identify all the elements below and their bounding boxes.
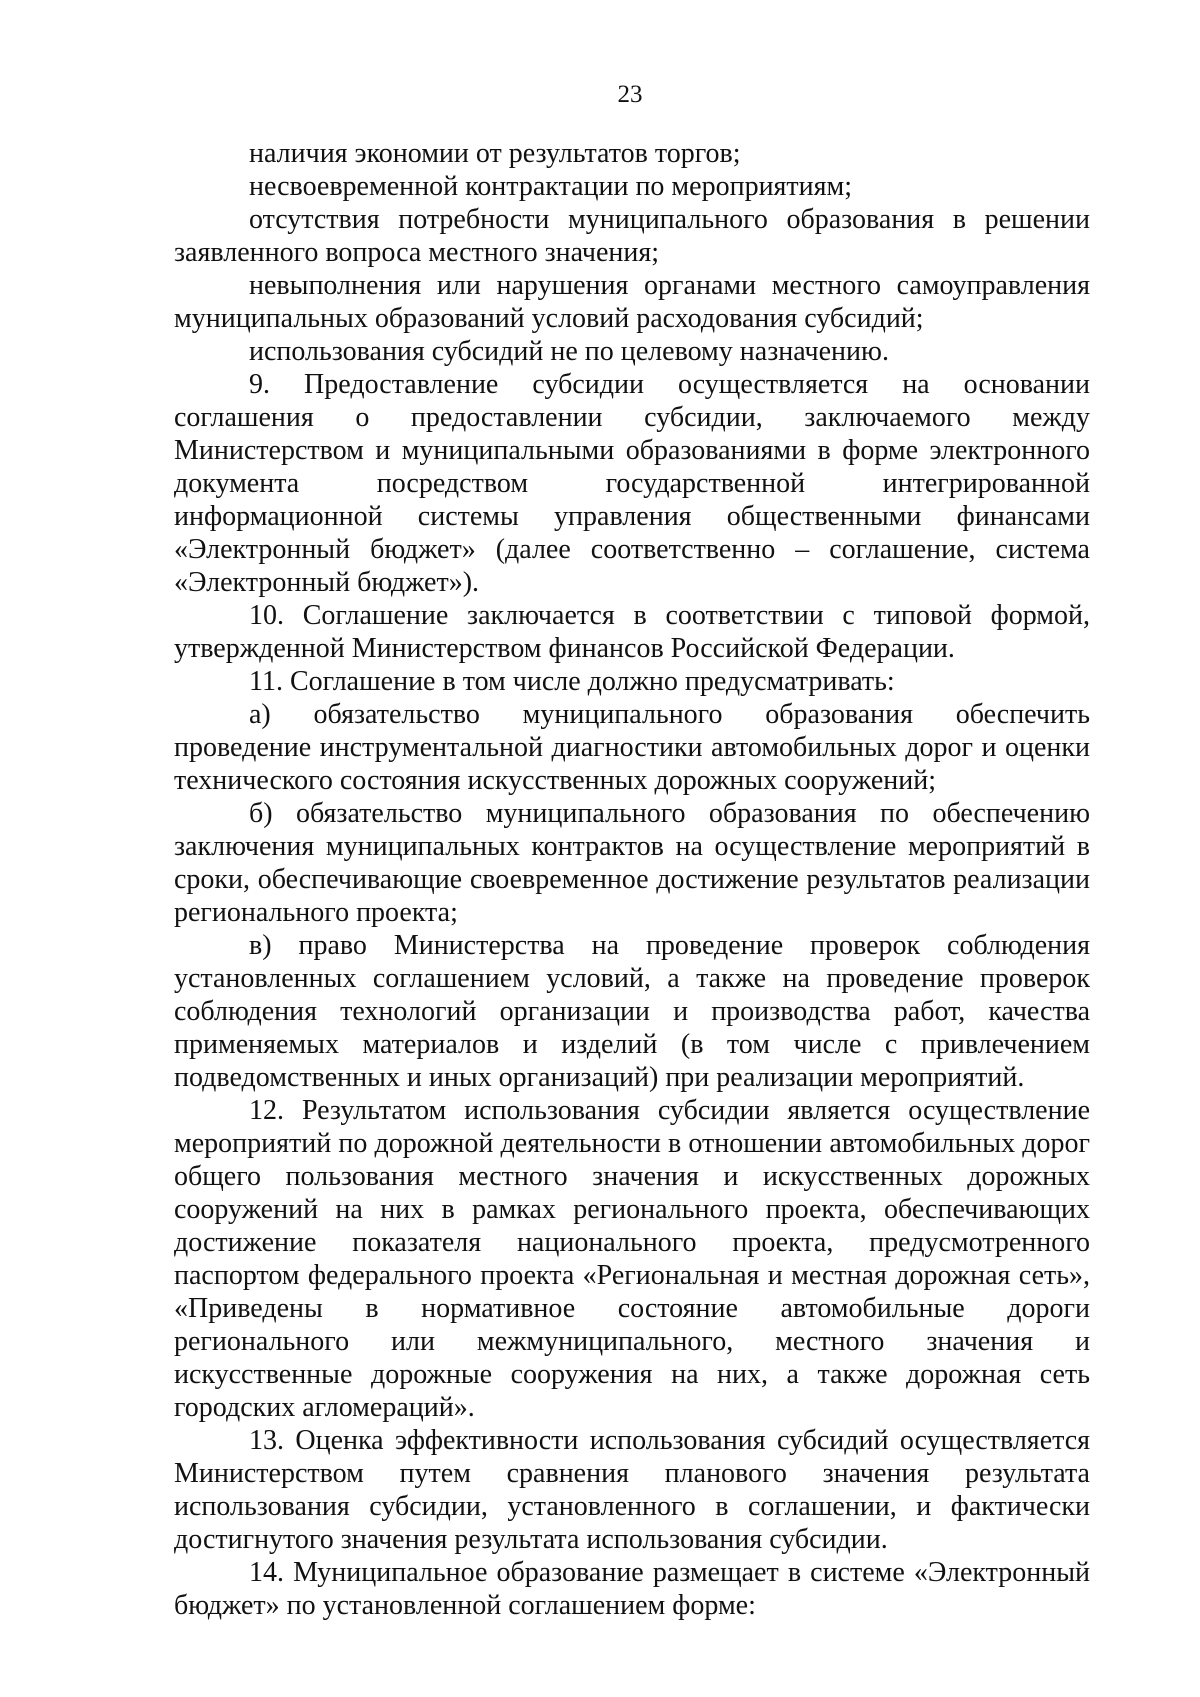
page-number: 23 [617, 81, 643, 108]
paragraph-item-11: 11. Соглашение в том числе должно предусматривать: [249, 666, 895, 697]
paragraph-item-14: 14. Муниципальное образование размещает в системе «Электронный бюджет» по установленной соглашением форме: [174, 1557, 1090, 1621]
paragraph-item-12: 12. Результатом использования субсидии является осуществление мероприятий по дорожной деятельности в отношении автомобильных дорог общего пользования местного значения и искусственных дорожных сооружений на них в рамках регионального проекта, обеспечивающих достижение показателя национального проекта, предусмотренного паспортом федерального проекта «Региональная и местная дорожная сеть», «Приведены в нормативное состояние автомобильные дороги регионального или межмуниципального, местного значения и искусственные дорожные сооружения на них, а также дорожная сеть городских агломераций». [174, 1095, 1090, 1423]
paragraph-item-13: 13. Оценка эффективности использования субсидий осуществляется Министерством путем сравнения планового значения результата использования субсидии, установленного в соглашении, и фактически достигнутого значения результата использования субсидии. [174, 1425, 1090, 1555]
paragraph-item-11b: б) обязательство муниципального образования по обеспечению заключения муниципальных контрактов на осуществление мероприятий в сроки, обеспечивающие своевременное достижение результатов реализации регионального проекта; [174, 798, 1090, 928]
paragraph-no-need: отсутствия потребности муниципального образования в решении заявленного вопроса местного значения; [174, 204, 1090, 268]
paragraph-economy: наличия экономии от результатов торгов; [249, 138, 741, 169]
paragraph-item-10: 10. Соглашение заключается в соответствии с типовой формой, утвержденной Министерством финансов Российской Федерации. [174, 600, 1090, 664]
paragraph-late-contracting: несвоевременной контрактации по мероприятиям; [249, 171, 853, 202]
paragraph-item-11a: а) обязательство муниципального образования обеспечить проведение инструментальной диагностики автомобильных дорог и оценки технического состояния искусственных дорожных сооружений; [174, 699, 1090, 796]
paragraph-item-9: 9. Предоставление субсидии осуществляется на основании соглашения о предоставлении субсидии, заключаемого между Министерством и муниципальными образованиями в форме электронного документа посредством государственной интегрированной информационной системы управления общественными финансами «Электронный бюджет» (далее соответственно – соглашение, система «Электронный бюджет»). [174, 369, 1090, 598]
paragraph-item-11v: в) право Министерства на проведение проверок соблюдения установленных соглашением условий, а также на проведение проверок соблюдения технологий организации и производства работ, качества применяемых материалов и изделий (в том числе с привлечением подведомственных и иных организаций) при реализации мероприятий. [174, 930, 1090, 1093]
paragraph-non-fulfillment: невыполнения или нарушения органами местного самоуправления муниципальных образований условий расходования субсидий; [174, 270, 1090, 334]
paragraph-misuse: использования субсидий не по целевому назначению. [249, 336, 889, 367]
document-body [174, 137, 1090, 1622]
